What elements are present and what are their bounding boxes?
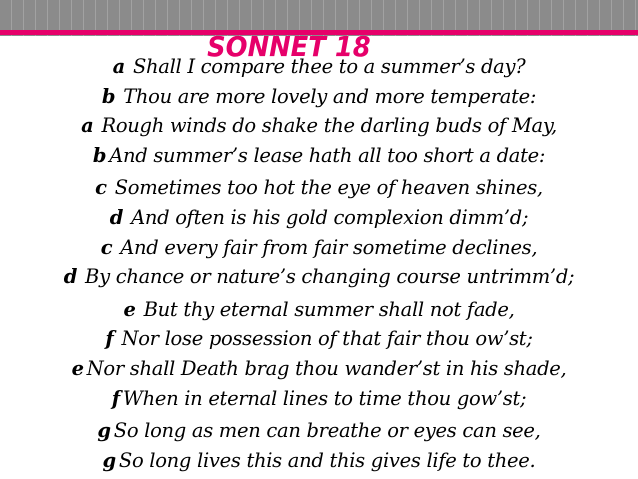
line-text: And every fair from fair sometime declines,	[120, 235, 538, 259]
line-text: When in eternal lines to time thou gow’st;	[122, 386, 527, 410]
rhyme-letter: c	[100, 235, 113, 259]
line-text: Thou are more lovely and more temperate:	[123, 84, 537, 108]
sonnet-body	[0, 52, 638, 475]
poem-line	[0, 233, 638, 263]
line-text: And summer’s lease hath all too short a date:	[109, 143, 546, 167]
rhyme-letter: d	[63, 265, 78, 289]
line-text: By chance or nature’s changing course untrimm’d;	[85, 265, 575, 289]
line-text: But thy eternal summer shall not fade,	[143, 297, 515, 321]
poem-line	[0, 141, 638, 171]
poem-line	[0, 324, 638, 354]
quatrain-1	[0, 52, 638, 170]
rhyme-letter: g	[97, 419, 111, 443]
poem-line	[0, 384, 638, 414]
poem-line	[0, 52, 638, 82]
poem-line	[0, 354, 638, 384]
poem-line	[0, 173, 638, 203]
poem-line	[0, 111, 638, 141]
poem-line	[0, 446, 638, 476]
line-text: So long lives this and this gives life to thee.	[118, 448, 536, 472]
line-text: Nor lose possession of that fair thou ow’st;	[121, 327, 533, 351]
poem-line	[0, 416, 638, 446]
title-text: SONNET 18	[207, 30, 371, 63]
line-text: Nor shall Death brag thou wander’st in his shade,	[86, 356, 567, 380]
quatrain-3	[0, 295, 638, 413]
quatrain-2	[0, 173, 638, 291]
couplet	[0, 416, 638, 475]
rhyme-letter: d	[109, 205, 124, 229]
rhyme-letter: a	[112, 55, 125, 78]
poem-line	[0, 262, 638, 292]
line-text: So long as men can breathe or eyes can see,	[113, 419, 541, 443]
rhyme-letter: a	[81, 114, 94, 138]
rhyme-letter: b	[101, 84, 116, 108]
rhyme-letter: g	[102, 448, 116, 472]
rhyme-letter: b	[92, 143, 107, 167]
line-text: Shall I compare thee to a summer’s day?	[132, 55, 526, 78]
line-text: And often is his gold complexion dimm’d;	[131, 205, 529, 229]
line-text: Rough winds do shake the darling buds of May,	[101, 114, 557, 138]
rhyme-letter: f	[105, 327, 114, 351]
rhyme-letter: f	[111, 386, 120, 410]
poem-line	[0, 295, 638, 325]
rhyme-letter: e	[71, 356, 84, 380]
rhyme-letter: e	[123, 297, 136, 321]
rhyme-letter: c	[95, 176, 107, 200]
line-text: Sometimes too hot the eye of heaven shines,	[114, 176, 543, 200]
poem-line	[0, 82, 638, 112]
poem-line	[0, 203, 638, 233]
